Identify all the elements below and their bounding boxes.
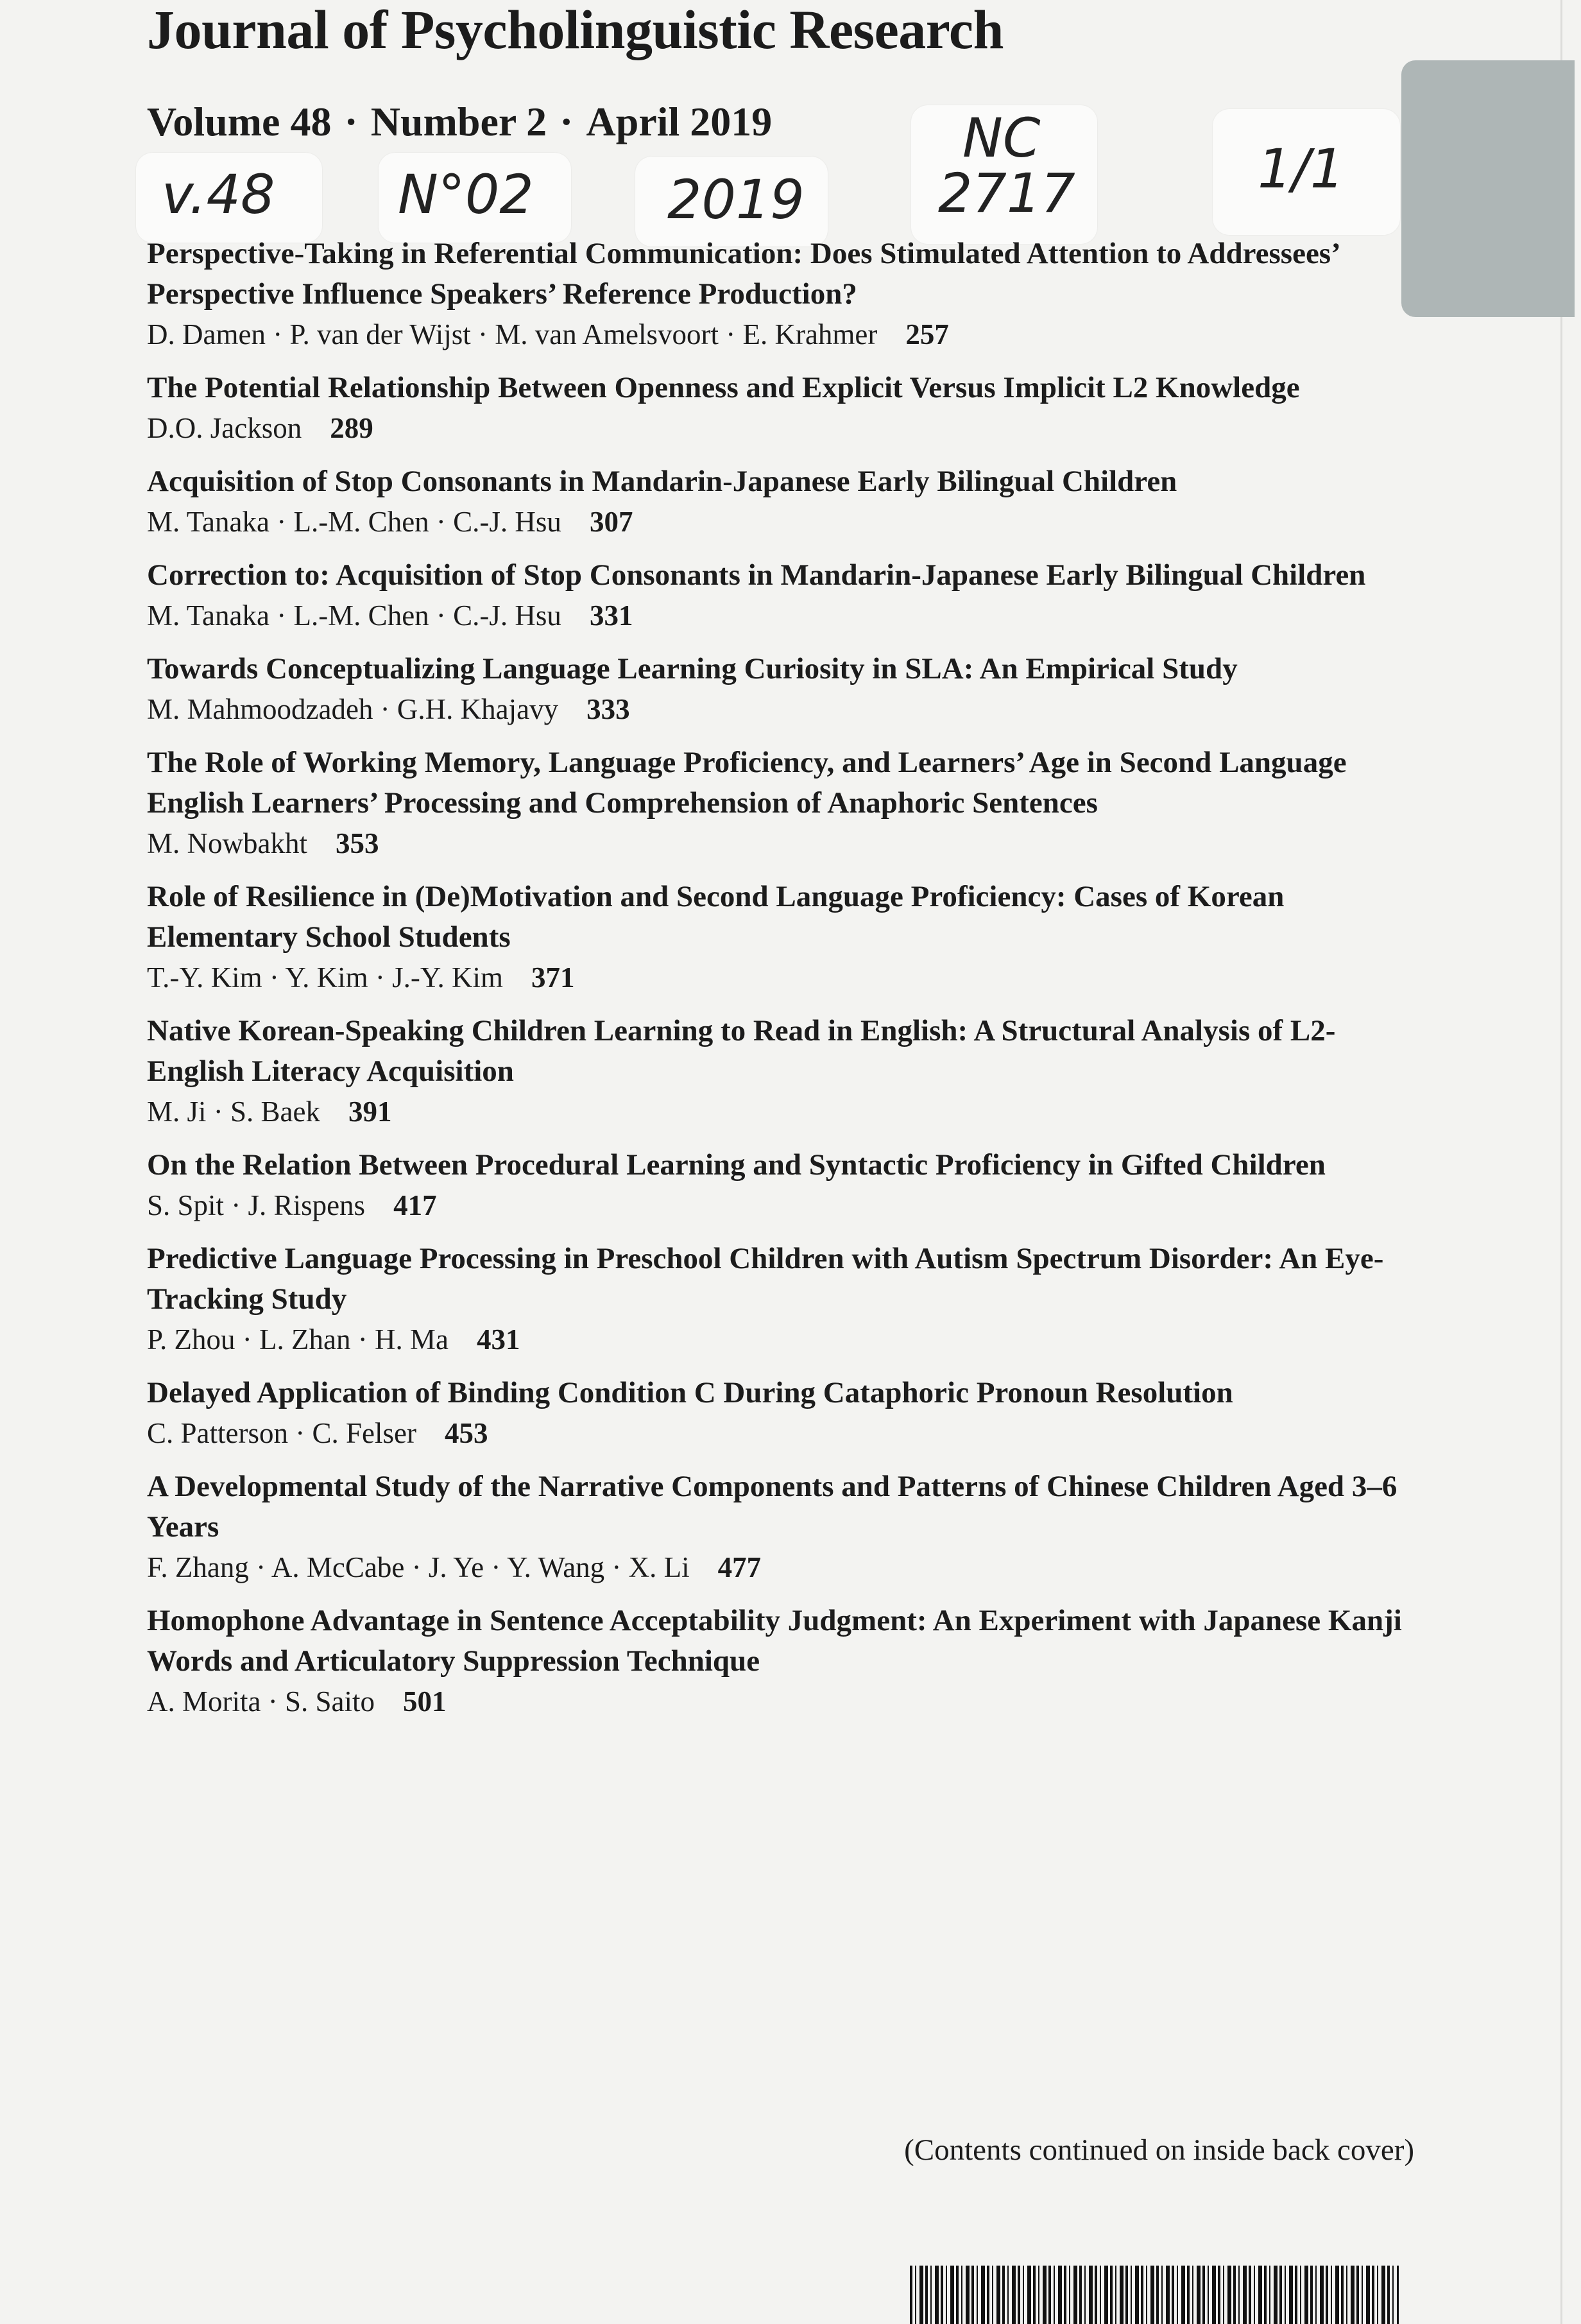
article-page: 477 bbox=[717, 1551, 762, 1583]
article-meta bbox=[147, 408, 1417, 449]
article-authors: M. Tanaka · L.-M. Chen · C.-J. Hsu bbox=[147, 599, 561, 632]
article-title: Acquisition of Stop Consonants in Mandarin-Japanese Early Bilingual Children bbox=[147, 465, 1177, 498]
article-meta bbox=[147, 689, 1417, 730]
article-title: Perspective-Taking in Referential Communication: Does Stimulated Attention to Addressees’ Perspective Influence Speakers’ Reference Production? bbox=[147, 237, 1339, 311]
article-authors: M. Ji · S. Baek bbox=[147, 1096, 320, 1128]
article-authors: T.-Y. Kim · Y. Kim · J.-Y. Kim bbox=[147, 961, 504, 994]
article-page: 289 bbox=[330, 412, 373, 444]
article-page: 431 bbox=[476, 1323, 520, 1356]
article-meta bbox=[147, 1092, 1417, 1132]
toc-entry bbox=[147, 1145, 1417, 1226]
issue-date: April 2019 bbox=[586, 99, 773, 144]
handwritten-code-bottom: 2717 bbox=[938, 162, 1075, 225]
handwritten-copy: 1/1 bbox=[1258, 137, 1345, 200]
handwritten-code-top: NC bbox=[962, 107, 1041, 169]
article-page: 333 bbox=[586, 693, 630, 725]
toc-entry bbox=[147, 743, 1417, 864]
toc-entry bbox=[147, 368, 1417, 449]
article-authors: M. Tanaka · L.-M. Chen · C.-J. Hsu bbox=[147, 506, 561, 538]
article-meta bbox=[147, 1320, 1417, 1360]
article-title: Correction to: Acquisition of Stop Consonants in Mandarin-Japanese Early Bilingual Children bbox=[147, 558, 1366, 592]
toc-entry bbox=[147, 649, 1417, 730]
article-meta bbox=[147, 823, 1417, 864]
article-meta bbox=[147, 502, 1417, 542]
barcode bbox=[910, 2266, 1399, 2324]
article-page: 257 bbox=[905, 318, 949, 350]
article-title: Delayed Application of Binding Condition C During Cataphoric Pronoun Resolution bbox=[147, 1376, 1233, 1409]
table-of-contents bbox=[147, 234, 1417, 1735]
library-label-tab bbox=[1401, 60, 1575, 317]
article-meta bbox=[147, 1413, 1417, 1454]
article-authors: F. Zhang · A. McCabe · J. Ye · Y. Wang · X. Li bbox=[147, 1551, 690, 1583]
article-title: On the Relation Between Procedural Learning and Syntactic Proficiency in Gifted Children bbox=[147, 1148, 1326, 1182]
toc-entry bbox=[147, 1373, 1417, 1454]
toc-entry bbox=[147, 555, 1417, 636]
article-title: Towards Conceptualizing Language Learning Curiosity in SLA: An Empirical Study bbox=[147, 652, 1238, 685]
article-authors: A. Morita · S. Saito bbox=[147, 1685, 375, 1717]
article-meta bbox=[147, 958, 1417, 998]
article-page: 501 bbox=[403, 1685, 447, 1717]
toc-entry bbox=[147, 1467, 1417, 1588]
journal-title: Journal of Psycholinguistic Research bbox=[147, 0, 1004, 60]
toc-entry bbox=[147, 877, 1417, 998]
article-meta bbox=[147, 1547, 1417, 1588]
article-authors: D. Damen · P. van der Wijst · M. van Amelsvoort · E. Krahmer bbox=[147, 318, 878, 350]
article-page: 307 bbox=[589, 506, 633, 538]
article-authors: M. Mahmoodzadeh · G.H. Khajavy bbox=[147, 693, 559, 725]
article-meta bbox=[147, 1185, 1417, 1226]
toc-entry bbox=[147, 1011, 1417, 1132]
toc-entry bbox=[147, 234, 1417, 355]
article-title: The Potential Relationship Between Openness and Explicit Versus Implicit L2 Knowledge bbox=[147, 371, 1300, 404]
article-page: 453 bbox=[444, 1417, 488, 1449]
separator: · bbox=[344, 99, 358, 144]
article-title: Predictive Language Processing in Preschool Children with Autism Spectrum Disorder: An Eye-Tracking Study bbox=[147, 1242, 1384, 1316]
article-authors: S. Spit · J. Rispens bbox=[147, 1189, 366, 1221]
article-title: Homophone Advantage in Sentence Acceptability Judgment: An Experiment with Japanese Kanji Words and Articulatory Suppression Technique bbox=[147, 1604, 1402, 1678]
article-authors: M. Nowbakht bbox=[147, 827, 307, 859]
cover-edge bbox=[1560, 0, 1562, 2324]
issue-info bbox=[147, 96, 772, 148]
article-page: 371 bbox=[531, 961, 575, 994]
toc-entry bbox=[147, 461, 1417, 542]
article-page: 353 bbox=[335, 827, 379, 859]
article-meta bbox=[147, 1682, 1417, 1722]
handwritten-volume: v.48 bbox=[162, 163, 275, 226]
article-authors: C. Patterson · C. Felser bbox=[147, 1417, 416, 1449]
article-title: Native Korean-Speaking Children Learning to Read in English: A Structural Analysis of L2-English Literacy Acquisition bbox=[147, 1014, 1336, 1088]
handwritten-number: N°02 bbox=[398, 163, 534, 226]
separator: · bbox=[560, 99, 574, 144]
article-meta bbox=[147, 596, 1417, 636]
article-page: 391 bbox=[348, 1096, 392, 1128]
article-page: 417 bbox=[393, 1189, 437, 1221]
toc-entry bbox=[147, 1601, 1417, 1722]
article-authors: D.O. Jackson bbox=[147, 412, 302, 444]
article-authors: P. Zhou · L. Zhan · H. Ma bbox=[147, 1323, 449, 1356]
volume-number: Volume 48 bbox=[147, 99, 332, 144]
article-title: Role of Resilience in (De)Motivation and Second Language Proficiency: Cases of Korean Elementary School Students bbox=[147, 880, 1285, 954]
contents-continued-note: (Contents continued on inside back cover) bbox=[904, 2133, 1414, 2167]
article-meta bbox=[147, 314, 1417, 355]
issue-number: Number 2 bbox=[370, 99, 547, 144]
article-page: 331 bbox=[589, 599, 633, 632]
article-title: A Developmental Study of the Narrative Components and Patterns of Chinese Children Aged 3–6 Years bbox=[147, 1470, 1397, 1544]
article-title: The Role of Working Memory, Language Proficiency, and Learners’ Age in Second Language English Learners’ Processing and Comprehension of Anaphoric Sentences bbox=[147, 746, 1347, 820]
handwritten-year: 2019 bbox=[667, 168, 805, 231]
toc-entry bbox=[147, 1239, 1417, 1360]
